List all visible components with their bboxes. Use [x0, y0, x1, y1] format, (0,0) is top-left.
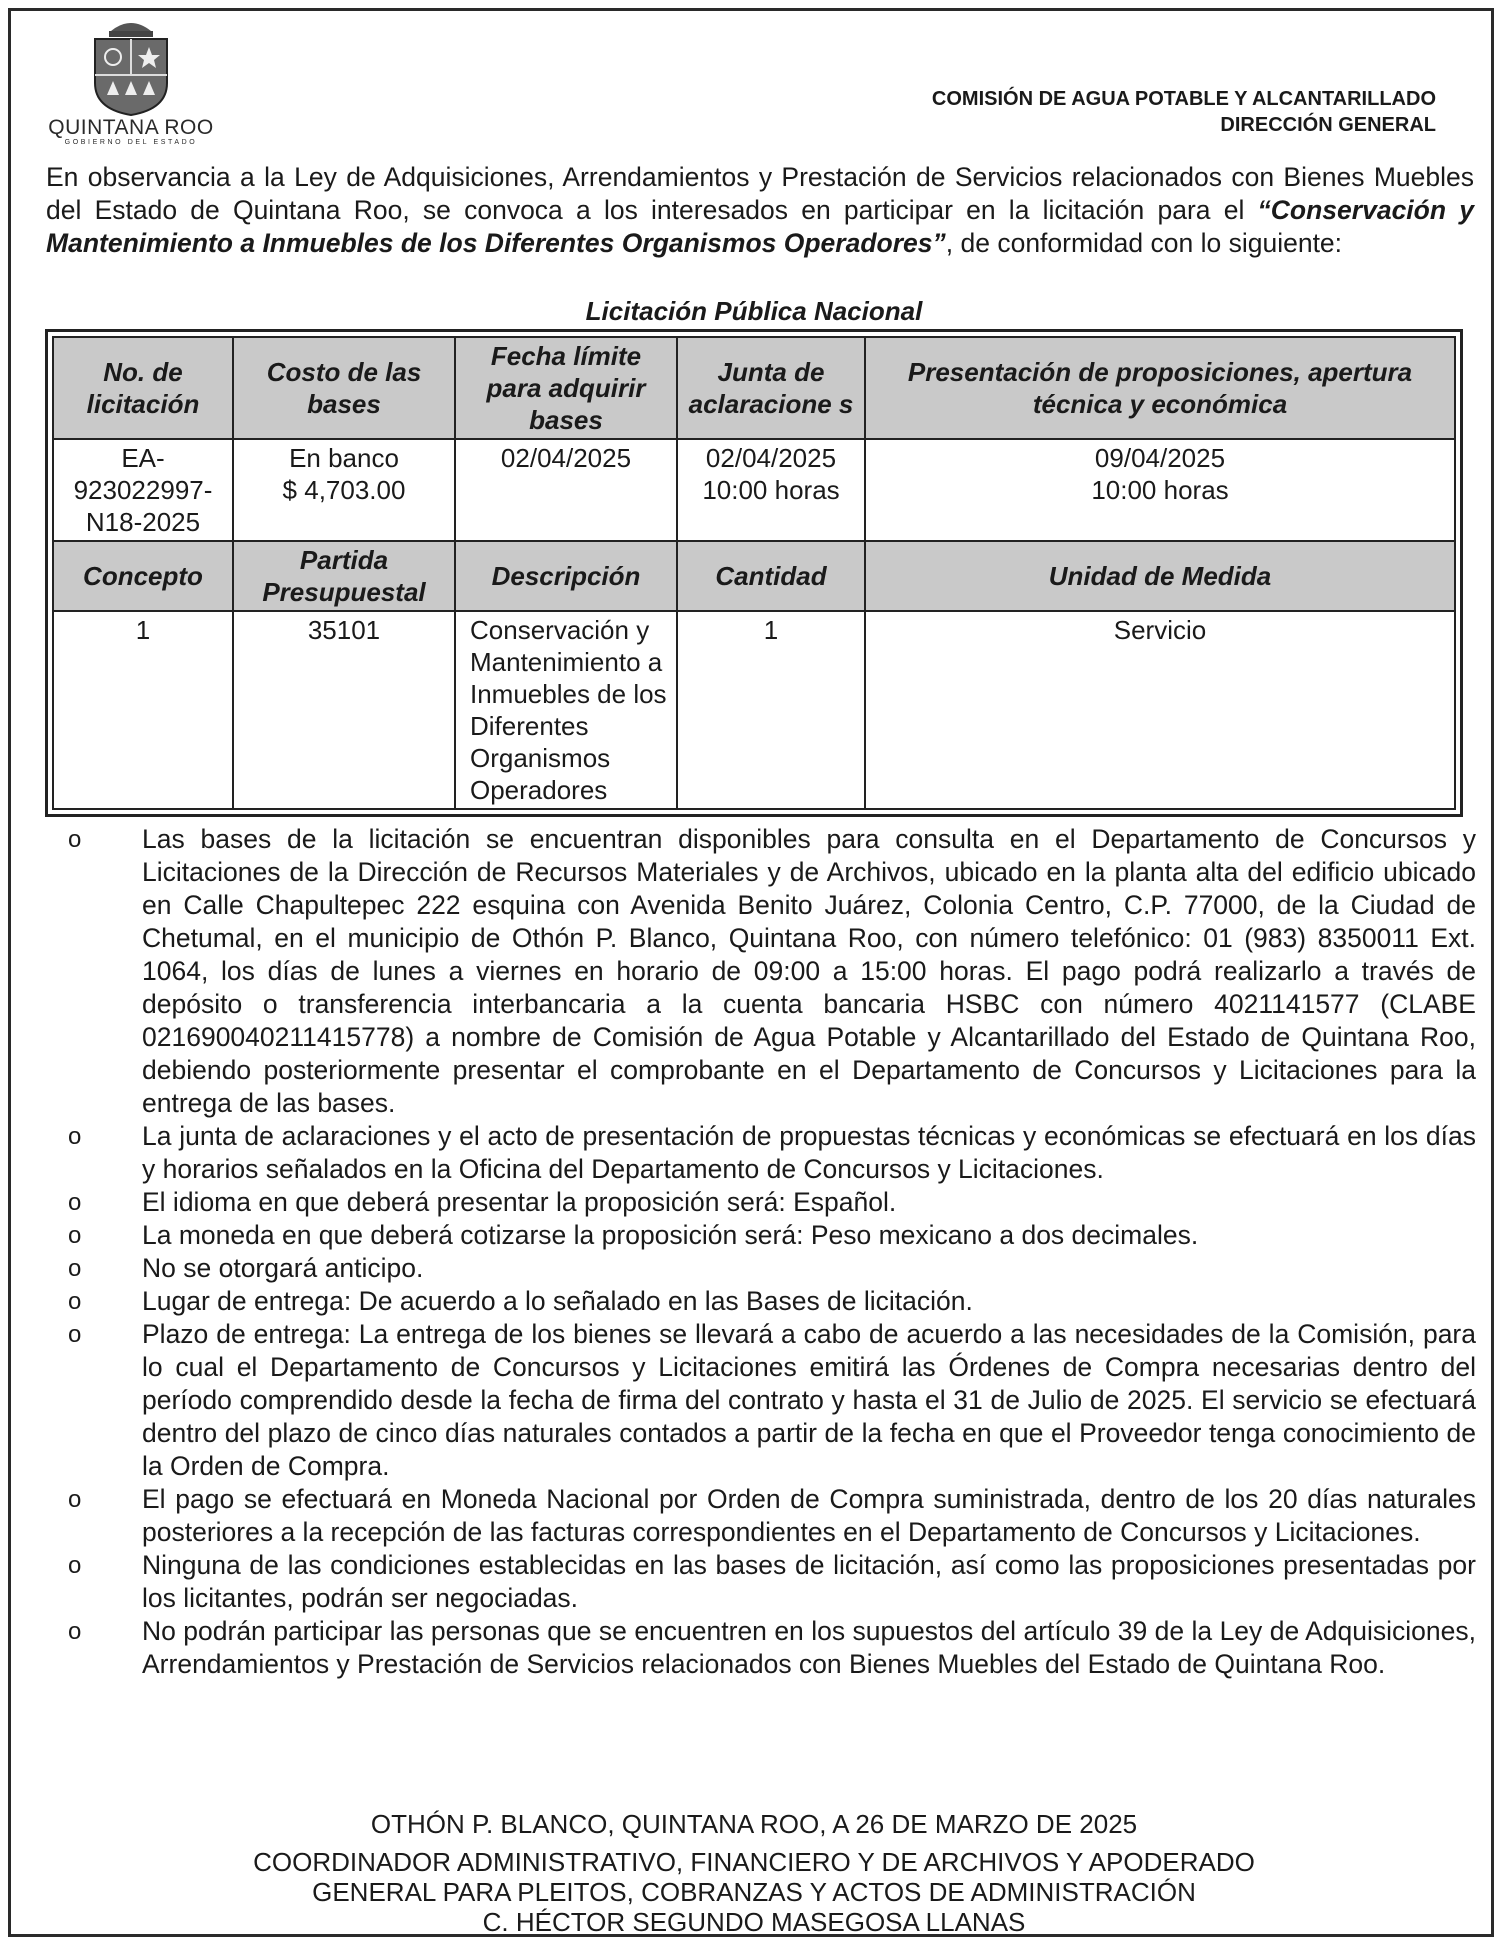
tender-table-frame [45, 329, 1463, 817]
signatory-name: C. HÉCTOR SEGUNDO MASEGOSA LLANAS [482, 1907, 1026, 1937]
intro-text-after: , de conformidad con lo siguiente: [945, 228, 1343, 258]
notice-page [8, 8, 1494, 1937]
bullet-mark: o [68, 1321, 82, 1348]
cost-cell [233, 439, 455, 541]
list-item-text: La moneda en que deberá cotizarse la proposición será: Peso mexicano a dos decimales. [142, 1220, 1199, 1250]
budget-line-cell: 35101 [233, 611, 455, 809]
header-cell: Unidad de Medida [865, 541, 1455, 611]
list-item [46, 1285, 1476, 1318]
list-item-text: El idioma en que deberá presentar la proposición será: Español. [142, 1187, 897, 1217]
bullet-mark: o [68, 1288, 82, 1315]
list-item [46, 1615, 1476, 1681]
header-cell: Presentación de proposiciones, apertura técnica y económica [865, 337, 1455, 439]
deadline-cell: 02/04/2025 [455, 439, 677, 541]
bullet-mark: o [68, 1618, 82, 1645]
unit-cell: Servicio [865, 611, 1455, 809]
bullet-mark: o [68, 1123, 82, 1150]
proposal-opening-cell [865, 439, 1455, 541]
description-cell: Conservación y Mantenimiento a Inmuebles de los Diferentes Organismos Operadores [455, 611, 677, 809]
bullet-mark: o [68, 1222, 82, 1249]
signatory-title-line: COORDINADOR ADMINISTRATIVO, FINANCIERO Y DE ARCHIVOS Y APODERADO [253, 1847, 1255, 1877]
list-item-text: No podrán participar las personas que se encuentren en los supuestos del artículo 39 de la Ley de Adquisiciones, Arrendamientos y Prestación de Servicios relacionados con Bienes Muebles del Estado de Quintana Roo. [142, 1616, 1476, 1679]
table-header-row [53, 337, 1455, 439]
conditions-list [46, 823, 1476, 1681]
tender-number-line: 923022997- [73, 475, 213, 505]
header-cell: Concepto [53, 541, 233, 611]
meeting-date: 02/04/2025 [705, 443, 837, 473]
tender-number-cell [53, 439, 233, 541]
intro-text-before: En observancia a la Ley de Adquisiciones, Arrendamientos y Prestación de Servicios relacionados con Bienes Muebles del Estado de Quintana Roo, se convoca a los interesados en participar en la licitación para el [46, 162, 1474, 225]
header-cell: Costo de las bases [233, 337, 455, 439]
opening-time: 10:00 horas [1091, 475, 1229, 505]
signatory-title-line: GENERAL PARA PLEITOS, COBRANZAS Y ACTOS DE ADMINISTRACIÓN [312, 1877, 1196, 1907]
quantity-cell: 1 [677, 611, 865, 809]
signature-block [11, 1809, 1497, 1937]
list-item-text: Lugar de entrega: De acuerdo a lo señalado en las Bases de licitación. [142, 1286, 973, 1316]
meeting-time: 10:00 horas [702, 475, 840, 505]
logo-subtext: GOBIERNO DEL ESTADO [64, 139, 198, 146]
list-item [46, 1219, 1476, 1252]
coat-of-arms-icon [71, 17, 191, 117]
header-cell: Fecha límite para adquirir bases [455, 337, 677, 439]
list-item-text: Plazo de entrega: La entrega de los bienes se llevará a cabo de acuerdo a las necesidades de la Comisión, para lo cual el Departamento de Concursos y Licitaciones emitirá las Órdenes de Compra necesarias dentro del período comprendido desde la fecha de firma del contrato y hasta el 31 de Julio de 2025. El servicio se efectuará dentro del plazo de cinco días naturales contados a partir de la fecha en que el Proveedor tenga conocimiento de la Orden de Compra. [142, 1319, 1476, 1481]
cost-label: En banco [289, 443, 399, 473]
table-header-row [53, 541, 1455, 611]
list-item [46, 1318, 1476, 1483]
bullet-mark: o [68, 1255, 82, 1282]
list-item-text: No se otorgará anticipo. [142, 1253, 424, 1283]
tender-title: “Conservación y Mantenimiento a Inmuebles de los Diferentes Organismos Operadores” [46, 195, 1474, 258]
table-row [53, 611, 1455, 809]
place-date: OTHÓN P. BLANCO, QUINTANA ROO, A 26 DE MARZO DE 2025 [370, 1809, 1138, 1839]
header-cell: Junta de aclaracione s [677, 337, 865, 439]
org-name: COMISIÓN DE AGUA POTABLE Y ALCANTARILLADO [931, 88, 1436, 110]
list-item-text: Las bases de la licitación se encuentran disponibles para consulta en el Departamento de Concursos y Licitaciones de la Dirección de Recursos Materiales y de Archivos, ubicado en la planta alta del edificio ubicado en Calle Chapultepec 222 esquina con Avenida Benito Juárez, Colonia Centro, C.P. 77000, de la Ciudad de Chetumal, en el municipio de Othón P. Blanco, Quintana Roo, con número telefónico: 01 (983) 8350011 Ext. 1064, los días de lunes a viernes en horario de 09:00 a 15:00 horas. El pago podrá realizarlo a través de depósito o transferencia interbancaria a la cuenta bancaria HSBC con número 4021141577 (CLABE 021690040211415778) a nombre de Comisión de Agua Potable y Alcantarillado del Estado de Quintana Roo, debiendo posteriormente presentar el comprobante en el Departamento de Concursos y Licitaciones para la entrega de las bases. [142, 824, 1476, 1118]
bullet-mark: o [68, 1189, 82, 1216]
tender-table [52, 336, 1456, 810]
list-item [46, 1252, 1476, 1285]
list-item [46, 1120, 1476, 1186]
list-item [46, 823, 1476, 1120]
state-logo [41, 17, 221, 157]
list-item [46, 1549, 1476, 1615]
clarification-meeting-cell [677, 439, 865, 541]
header-cell: Descripción [455, 541, 677, 611]
org-department: DIRECCIÓN GENERAL [1220, 114, 1436, 136]
list-item [46, 1483, 1476, 1549]
list-item-text: La junta de aclaraciones y el acto de presentación de propuestas técnicas y económicas se efectuará en los días y horarios señalados en la Oficina del Departamento de Concursos y Licitaciones. [142, 1121, 1476, 1184]
tender-number-line: EA- [121, 443, 165, 473]
intro-paragraph [46, 161, 1474, 260]
opening-date: 09/04/2025 [1094, 443, 1226, 473]
cost-value: $ 4,703.00 [282, 475, 406, 505]
list-item-text: Ninguna de las condiciones establecidas en las bases de licitación, así como las proposiciones presentadas por los licitantes, podrán ser negociadas. [142, 1550, 1476, 1613]
logo-text: QUINTANA ROO [48, 116, 214, 139]
concept-cell: 1 [53, 611, 233, 809]
bullet-mark: o [68, 1552, 82, 1579]
header-cell: No. de licitación [53, 337, 233, 439]
tender-number-line: N18-2025 [85, 507, 201, 537]
bullet-mark: o [68, 1486, 82, 1513]
table-title: Licitación Pública Nacional [585, 296, 923, 326]
organization-header [932, 86, 1436, 138]
header-cell: Partida Presupuestal [233, 541, 455, 611]
list-item-text: El pago se efectuará en Moneda Nacional por Orden de Compra suministrada, dentro de los 20 días naturales posteriores a la recepción de las facturas correspondientes en el Departamento de Concursos y Licitaciones. [142, 1484, 1476, 1547]
list-item [46, 1186, 1476, 1219]
header-cell: Cantidad [677, 541, 865, 611]
table-row [53, 439, 1455, 541]
bullet-mark: o [68, 826, 82, 853]
